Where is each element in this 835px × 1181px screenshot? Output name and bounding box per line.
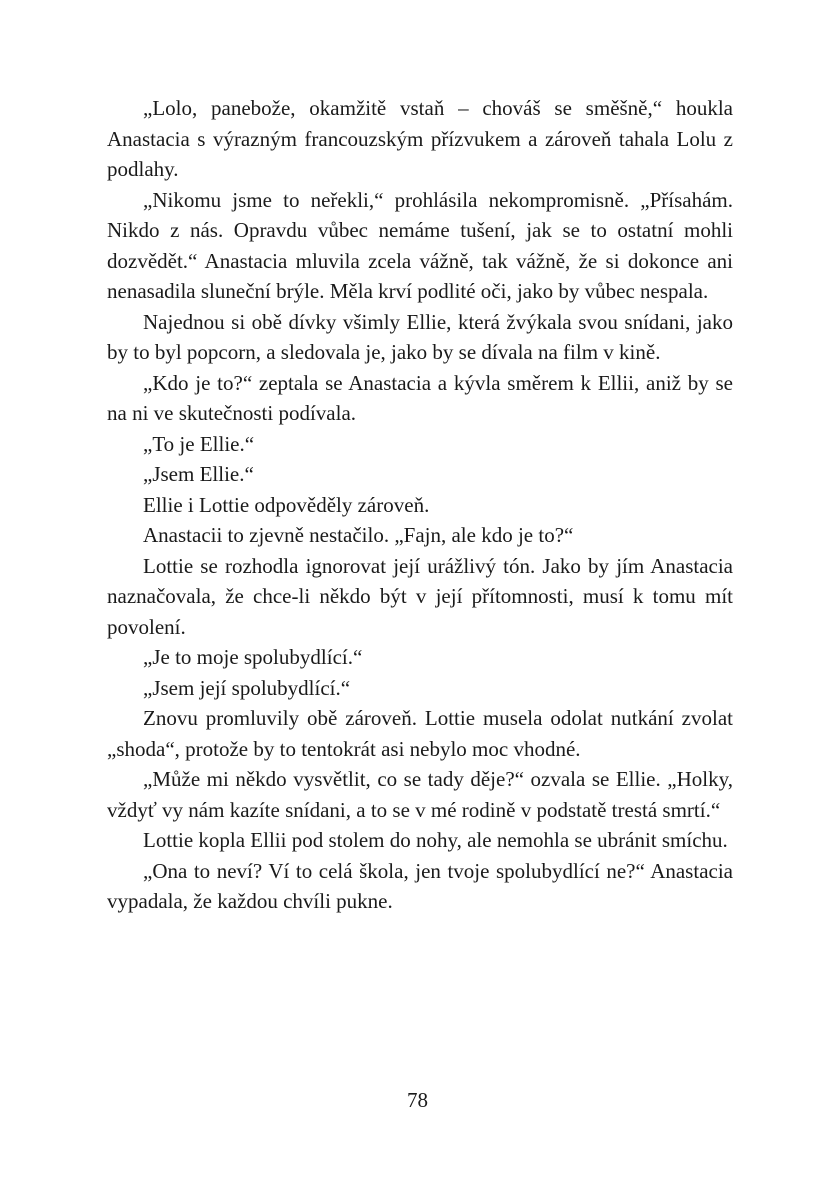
paragraph: „Je to moje spolubydlící.“ — [143, 645, 363, 669]
paragraph: „Kdo je to?“ zeptala se Anastacia a kývla směrem k Ellii, aniž by se na ni ve skutečnosti podívala. — [107, 370, 733, 425]
paragraph: Znovu promluvily obě zároveň. Lottie musela odolat nutkání zvolat „shoda“, protože by to tentokrát asi nebylo moc vhodné. — [107, 706, 733, 761]
paragraph: Ellie i Lottie odpověděly zároveň. — [143, 492, 430, 517]
paragraph: Najednou si obě dívky všimly Ellie, která žvýkala svou snídani, jako by to byl popcorn, a sledovala je, jako by se dívala na film v kině. — [107, 309, 733, 364]
paragraph: „Nikomu jsme to neřekli,“ prohlásila nekompromisně. „Přísahám. Nikdo z nás. Opravdu vůbec nemáme tušení, jak se to ostatní mohli dozvědět.“ Anastacia mluvila zcela vážně, tak vážně, že si dokonce ani nenasadila sluneční brýle. Měla krví podlité oči, jako by vůbec nespala. — [107, 187, 733, 303]
paragraph: „Jsem Ellie.“ — [143, 462, 254, 486]
paragraph: Anastacii to zjevně nestačilo. „Fajn, ale kdo je to?“ — [143, 523, 574, 547]
paragraph: „Může mi někdo vysvětlit, co se tady děje?“ ozvala se Ellie. „Holky, vždyť vy nám kazíte snídani, a to se v mé rodině v podstatě trestá smrtí.“ — [107, 767, 733, 822]
paragraph: Lottie kopla Ellii pod stolem do nohy, ale nemohla se ubránit smíchu. — [143, 828, 728, 852]
paragraph: „Ona to neví? Ví to celá škola, jen tvoje spolubydlící ne?“ Anastacia vypadala, že každou chvíli pukne. — [107, 858, 733, 913]
paragraph: „To je Ellie.“ — [143, 431, 255, 456]
page-number: 78 — [407, 1088, 428, 1112]
paragraph: „Jsem její spolubydlící.“ — [143, 675, 351, 700]
paragraph: Lottie se rozhodla ignorovat její urážlivý tón. Jako by jím Anastacia naznačovala, že chce-li někdo být v její přítomnosti, musí k tomu mít povolení. — [107, 553, 733, 639]
paragraph: „Lolo, panebože, okamžitě vstaň – chováš se směšně,“ houkla Anastacia s výrazným francouzským přízvukem a zároveň tahala Lolu z podlahy. — [107, 96, 733, 181]
body-text — [107, 93, 733, 917]
